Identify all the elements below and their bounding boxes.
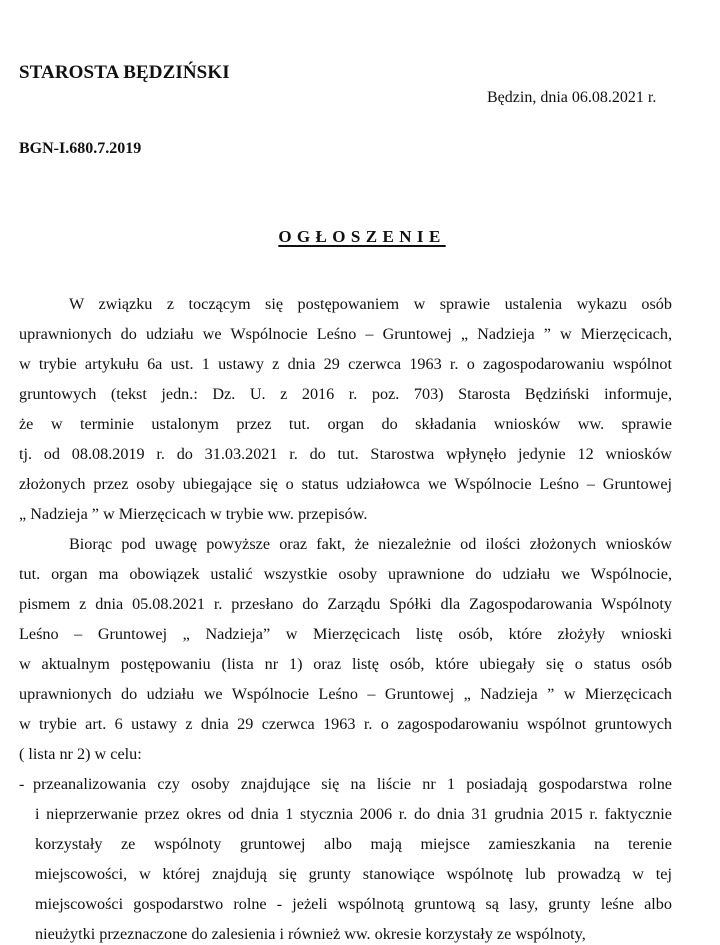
- bullet-line: przeanalizowania czy osoby znajdujące się na liście nr 1 posiadają gospodarstwa rolne: [33, 775, 672, 793]
- paragraph-line: ( lista nr 2) w celu:: [19, 745, 142, 763]
- paragraph-line: „ Nadzieja ” w Mierzęcicach w trybie ww. przepisów.: [19, 505, 368, 523]
- paragraph-line: gruntowych (tekst jedn.: Dz. U. z 2016 r. poz. 703) Starosta Będziński informuje,: [19, 385, 672, 403]
- paragraph-line: Biorąc pod uwagę powyższe oraz fakt, że niezależnie od ilości złożonych wniosków: [69, 535, 672, 553]
- paragraph-line: W związku z toczącym się postępowaniem w sprawie ustalenia wykazu osób: [69, 295, 672, 313]
- place-and-date: Będzin, dnia 06.08.2021 r.: [487, 89, 657, 106]
- paragraph-line: tj. od 08.08.2019 r. do 31.03.2021 r. do tut. Starostwa wpłynęło jedynie 12 wniosków: [19, 445, 672, 463]
- paragraph-line: że w terminie ustalonym przez tut. organ do składania wniosków ww. sprawie: [19, 415, 672, 433]
- issuing-authority: STAROSTA BĘDZIŃSKI: [19, 62, 230, 83]
- paragraph-line: w trybie artykułu 6a ust. 1 ustawy z dnia 29 czerwca 1963 r. o zagospodarowaniu wspólnot: [19, 355, 672, 373]
- paragraph-line: w aktualnym postępowaniu (lista nr 1) oraz listę osób, które ubiegały się o status osób: [19, 655, 672, 673]
- paragraph-line: w trybie art. 6 ustawy z dnia 29 czerwca 1963 r. o zagospodarowaniu wspólnot gruntowych: [19, 715, 672, 733]
- document-title-text: OGŁOSZENIE: [278, 227, 446, 246]
- bullet-line: miejscowości, w której znajdują się grunty stanowiące wspólnotę lub prowadzą w tej: [35, 865, 672, 883]
- paragraph-line: pismem z dnia 05.08.2021 r. przesłano do Zarządu Spółki dla Zagospodarowania Wspólnoty: [19, 595, 672, 613]
- paragraph-line: uprawnionych do udziału we Wspólnocie Leśno – Gruntowej „ Nadzieja ” w Mierzęcicach: [19, 685, 672, 703]
- paragraph-line: Leśno – Gruntowej „ Nadzieja” w Mierzęcicach listę osób, które złożyły wnioski: [19, 625, 672, 643]
- bullet-line: nieużytki przeznaczone do zalesienia i również ww. okresie korzystały ze wspólnoty,: [35, 925, 586, 943]
- paragraph-line: tut. organ ma obowiązek ustalić wszystkie osoby uprawnione do udziału we Wspólnocie,: [19, 565, 672, 583]
- bullet-line: i nieprzerwanie przez okres od dnia 1 stycznia 2006 r. do dnia 31 grudnia 2015 r. faktycznie: [35, 805, 672, 823]
- paragraph-line: uprawnionych do udziału we Wspólnocie Leśno – Gruntowej „ Nadzieja ” w Mierzęcicach,: [19, 325, 672, 343]
- bullet-dash-marker: -: [19, 775, 25, 793]
- paragraph-line: złożonych przez osoby ubiegające się o status udziałowca we Wspólnocie Leśno – Gruntowej: [19, 475, 672, 493]
- bullet-line: miejscowości gospodarstwo rolne - jeżeli wspólnotą gruntową są lasy, grunty leśne albo: [35, 895, 672, 913]
- reference-number: BGN-I.680.7.2019: [19, 140, 142, 157]
- document-title: [0, 227, 720, 247]
- bullet-line: korzystały ze wspólnoty gruntowej albo mają miejsce zamieszkania na terenie: [35, 835, 672, 853]
